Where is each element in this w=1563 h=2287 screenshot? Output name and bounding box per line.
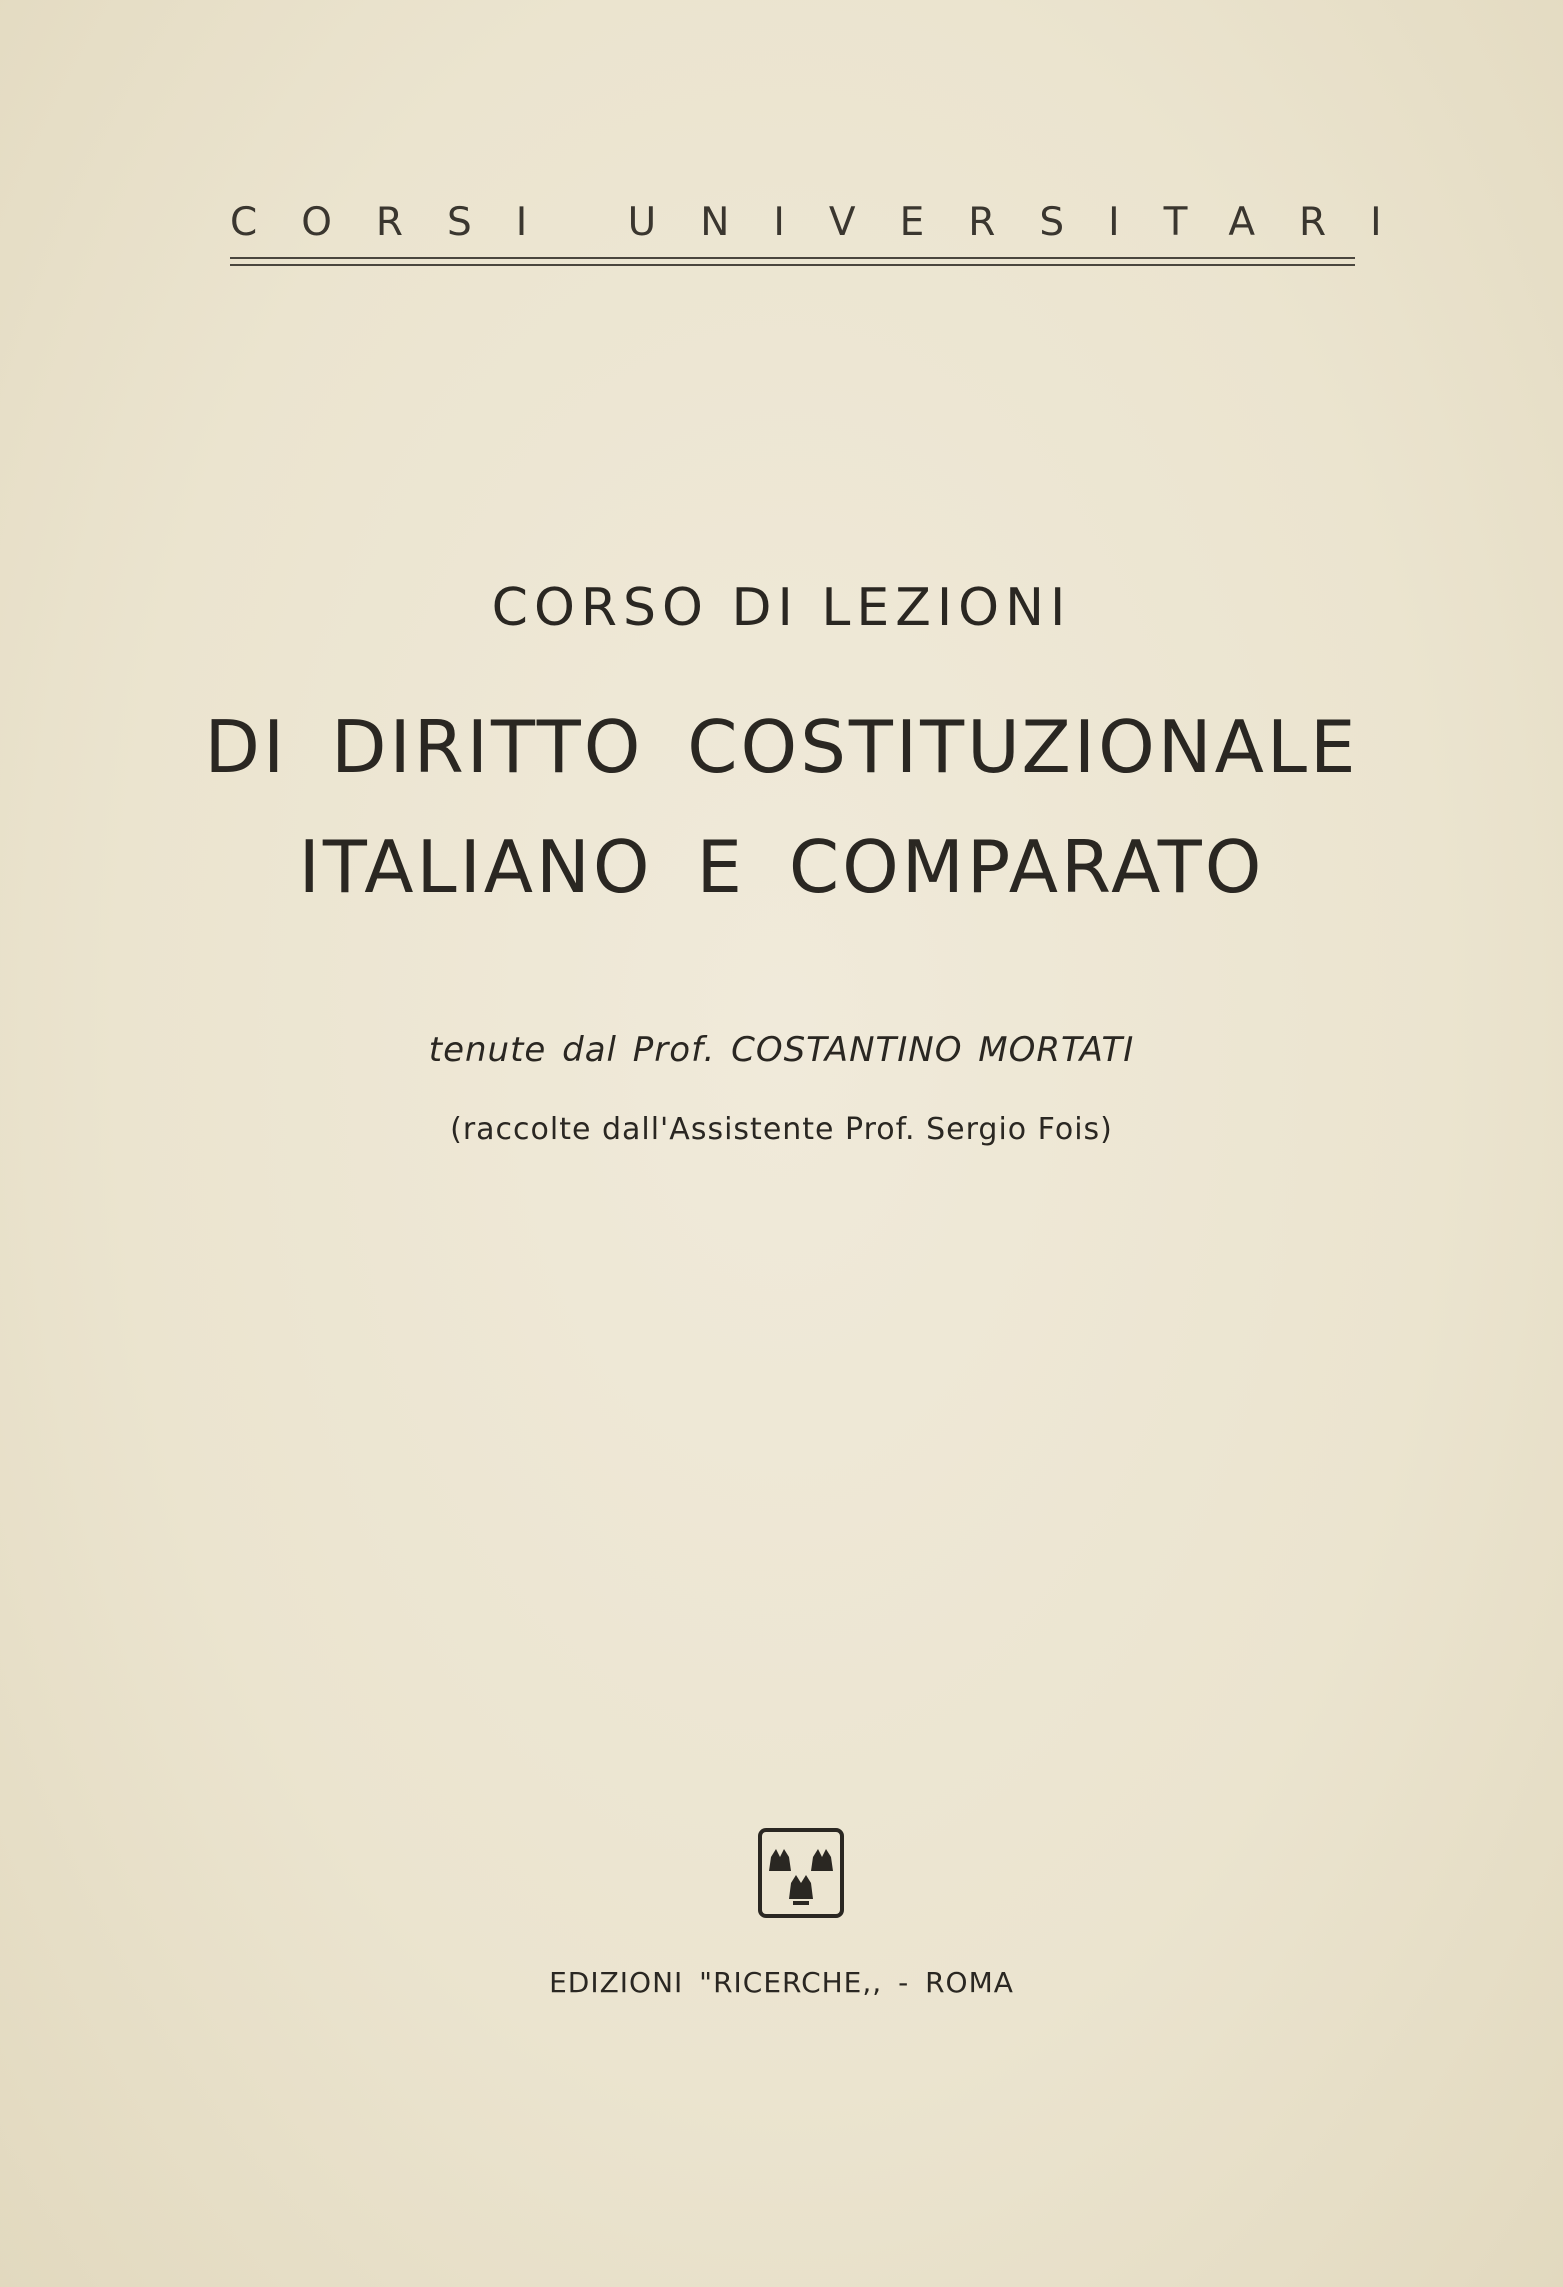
- series-header: [230, 200, 1426, 266]
- course-title: CORSO DI LEZIONI: [491, 578, 1072, 638]
- main-title-line-2: ITALIANO E COMPARATO: [298, 825, 1265, 909]
- publisher-line: EDIZIONI "RICERCHE,, - ROMA: [549, 1966, 1014, 1999]
- series-title: CORSI UNIVERSITARI: [230, 200, 1426, 245]
- publisher-emblem-icon: [757, 1827, 845, 1919]
- collected-by-line: (raccolte dall'Assistente Prof. Sergio Fois): [450, 1112, 1113, 1147]
- author-line: tenute dal Prof. COSTANTINO MORTATI: [428, 1030, 1135, 1070]
- main-title-line-1: DI DIRITTO COSTITUZIONALE: [204, 705, 1359, 789]
- series-rule-bottom: [230, 264, 1355, 266]
- series-rule-top: [230, 257, 1355, 259]
